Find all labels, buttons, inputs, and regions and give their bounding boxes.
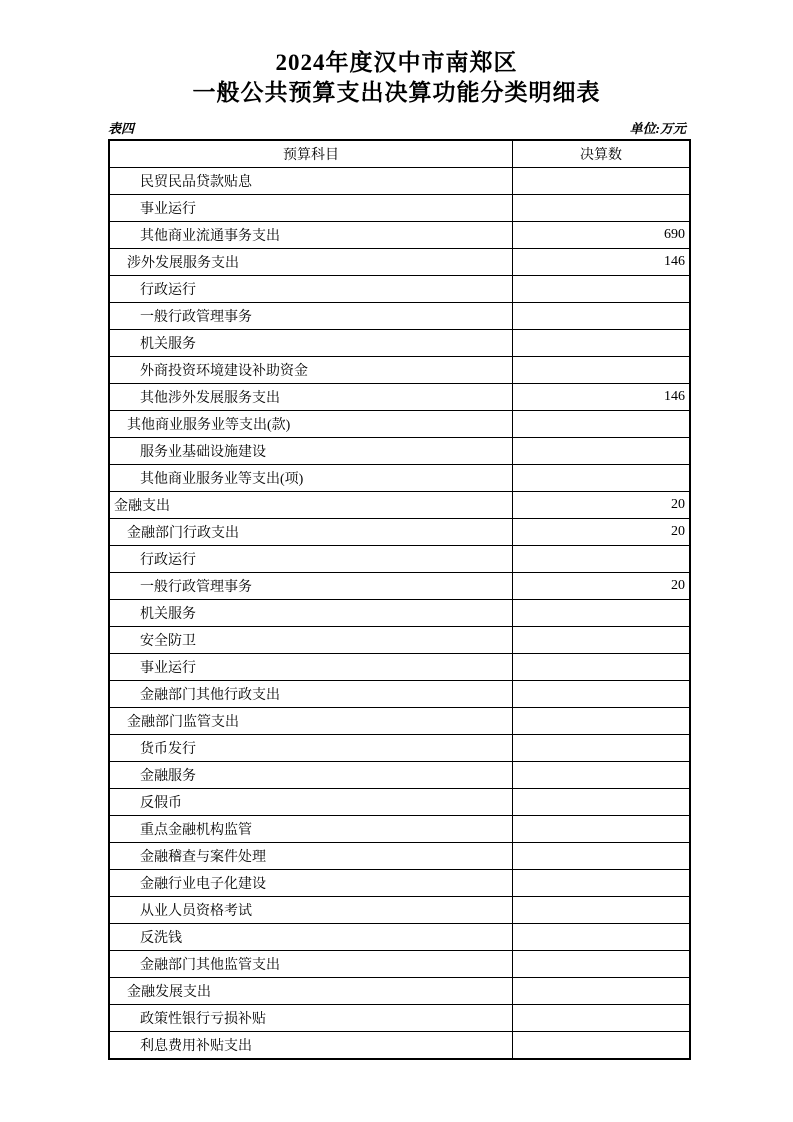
table-header: [109, 140, 690, 168]
final-amount-cell: [513, 195, 691, 222]
table-row: [109, 708, 690, 735]
budget-subject-cell: 涉外发展服务支出: [109, 249, 513, 276]
budget-subject-cell: 安全防卫: [109, 627, 513, 654]
budget-subject-cell: 其他商业服务业等支出(项): [109, 465, 513, 492]
table-number-label: 表四: [108, 121, 135, 136]
final-amount-cell: [513, 168, 691, 195]
final-amount-cell: [513, 870, 691, 897]
final-amount-cell: [513, 654, 691, 681]
table-row: [109, 762, 690, 789]
final-amount-cell: 20: [513, 492, 691, 519]
title-line-2: 一般公共预算支出决算功能分类明细表: [192, 80, 601, 105]
final-amount-cell: [513, 1005, 691, 1032]
table-row: [109, 492, 690, 519]
budget-subject-cell: 金融稽查与案件处理: [109, 843, 513, 870]
table-row: [109, 195, 690, 222]
final-amount-cell: 690: [513, 222, 691, 249]
budget-subject-cell: 事业运行: [109, 654, 513, 681]
final-amount-cell: [513, 978, 691, 1005]
table-row: [109, 519, 690, 546]
final-amount-cell: [513, 600, 691, 627]
table-row: [109, 681, 690, 708]
final-amount-cell: [513, 465, 691, 492]
budget-subject-cell: 金融服务: [109, 762, 513, 789]
final-amount-cell: [513, 330, 691, 357]
final-amount-cell: [513, 681, 691, 708]
final-amount-cell: [513, 627, 691, 654]
table-row: [109, 438, 690, 465]
final-amount-cell: 20: [513, 519, 691, 546]
budget-subject-cell: 其他商业服务业等支出(款): [109, 411, 513, 438]
budget-table: [108, 139, 691, 1060]
budget-subject-cell: 行政运行: [109, 546, 513, 573]
budget-subject-cell: 其他商业流通事务支出: [109, 222, 513, 249]
budget-subject-cell: 金融行业电子化建设: [109, 870, 513, 897]
final-amount-cell: [513, 951, 691, 978]
budget-subject-cell: 服务业基础设施建设: [109, 438, 513, 465]
budget-subject-cell: 民贸民品贷款贴息: [109, 168, 513, 195]
budget-subject-cell: 金融部门其他监管支出: [109, 951, 513, 978]
final-amount-cell: [513, 789, 691, 816]
table-row: [109, 978, 690, 1005]
final-amount-cell: [513, 357, 691, 384]
budget-subject-cell: 反洗钱: [109, 924, 513, 951]
budget-subject-cell: 一般行政管理事务: [109, 573, 513, 600]
final-amount-cell: [513, 924, 691, 951]
final-amount-cell: [513, 843, 691, 870]
final-amount-cell: 20: [513, 573, 691, 600]
budget-subject-cell: 货币发行: [109, 735, 513, 762]
budget-subject-cell: 金融部门监管支出: [109, 708, 513, 735]
budget-subject-cell: 一般行政管理事务: [109, 303, 513, 330]
table-row: [109, 897, 690, 924]
final-amount-cell: [513, 276, 691, 303]
table-row: [109, 546, 690, 573]
table-row: [109, 357, 690, 384]
table-row: [109, 411, 690, 438]
budget-subject-cell: 行政运行: [109, 276, 513, 303]
document-title: [0, 0, 793, 108]
budget-subject-cell: 其他涉外发展服务支出: [109, 384, 513, 411]
final-amount-cell: [513, 762, 691, 789]
final-amount-cell: [513, 897, 691, 924]
table-row: [109, 654, 690, 681]
final-amount-cell: [513, 411, 691, 438]
header-row: [109, 140, 690, 168]
final-amount-cell: [513, 438, 691, 465]
table-row: [109, 843, 690, 870]
budget-subject-cell: 重点金融机构监管: [109, 816, 513, 843]
table-row: [109, 924, 690, 951]
column-header-subject: 预算科目: [109, 140, 513, 168]
budget-subject-cell: 从业人员资格考试: [109, 897, 513, 924]
table-body: [109, 168, 690, 1060]
table-row: [109, 168, 690, 195]
final-amount-cell: [513, 816, 691, 843]
budget-subject-cell: 金融部门其他行政支出: [109, 681, 513, 708]
table-row: [109, 330, 690, 357]
final-amount-cell: [513, 546, 691, 573]
table-row: [109, 465, 690, 492]
budget-subject-cell: 事业运行: [109, 195, 513, 222]
table-row: [109, 816, 690, 843]
unit-label: 单位:万元: [629, 121, 686, 136]
table-row: [109, 951, 690, 978]
table-row: [109, 1032, 690, 1060]
budget-subject-cell: 利息费用补贴支出: [109, 1032, 513, 1060]
budget-subject-cell: 外商投资环境建设补助资金: [109, 357, 513, 384]
final-amount-cell: [513, 735, 691, 762]
final-amount-cell: [513, 303, 691, 330]
table-row: [109, 735, 690, 762]
table-row: [109, 276, 690, 303]
table-row: [109, 600, 690, 627]
table-row: [109, 1005, 690, 1032]
final-amount-cell: [513, 708, 691, 735]
table-row: [109, 870, 690, 897]
table-row: [109, 627, 690, 654]
table-row: [109, 222, 690, 249]
budget-subject-cell: 政策性银行亏损补贴: [109, 1005, 513, 1032]
table-row: [109, 384, 690, 411]
budget-subject-cell: 金融发展支出: [109, 978, 513, 1005]
budget-subject-cell: 机关服务: [109, 600, 513, 627]
final-amount-cell: [513, 1032, 691, 1060]
title-line-1: 2024年度汉中市南郑区: [275, 50, 518, 75]
table-meta-row: [108, 118, 686, 137]
budget-subject-cell: 金融部门行政支出: [109, 519, 513, 546]
final-amount-cell: 146: [513, 384, 691, 411]
table-row: [109, 249, 690, 276]
table-row: [109, 573, 690, 600]
final-amount-cell: 146: [513, 249, 691, 276]
budget-subject-cell: 反假币: [109, 789, 513, 816]
table-row: [109, 789, 690, 816]
budget-subject-cell: 机关服务: [109, 330, 513, 357]
column-header-value: 决算数: [513, 140, 691, 168]
budget-subject-cell: 金融支出: [109, 492, 513, 519]
table-row: [109, 303, 690, 330]
